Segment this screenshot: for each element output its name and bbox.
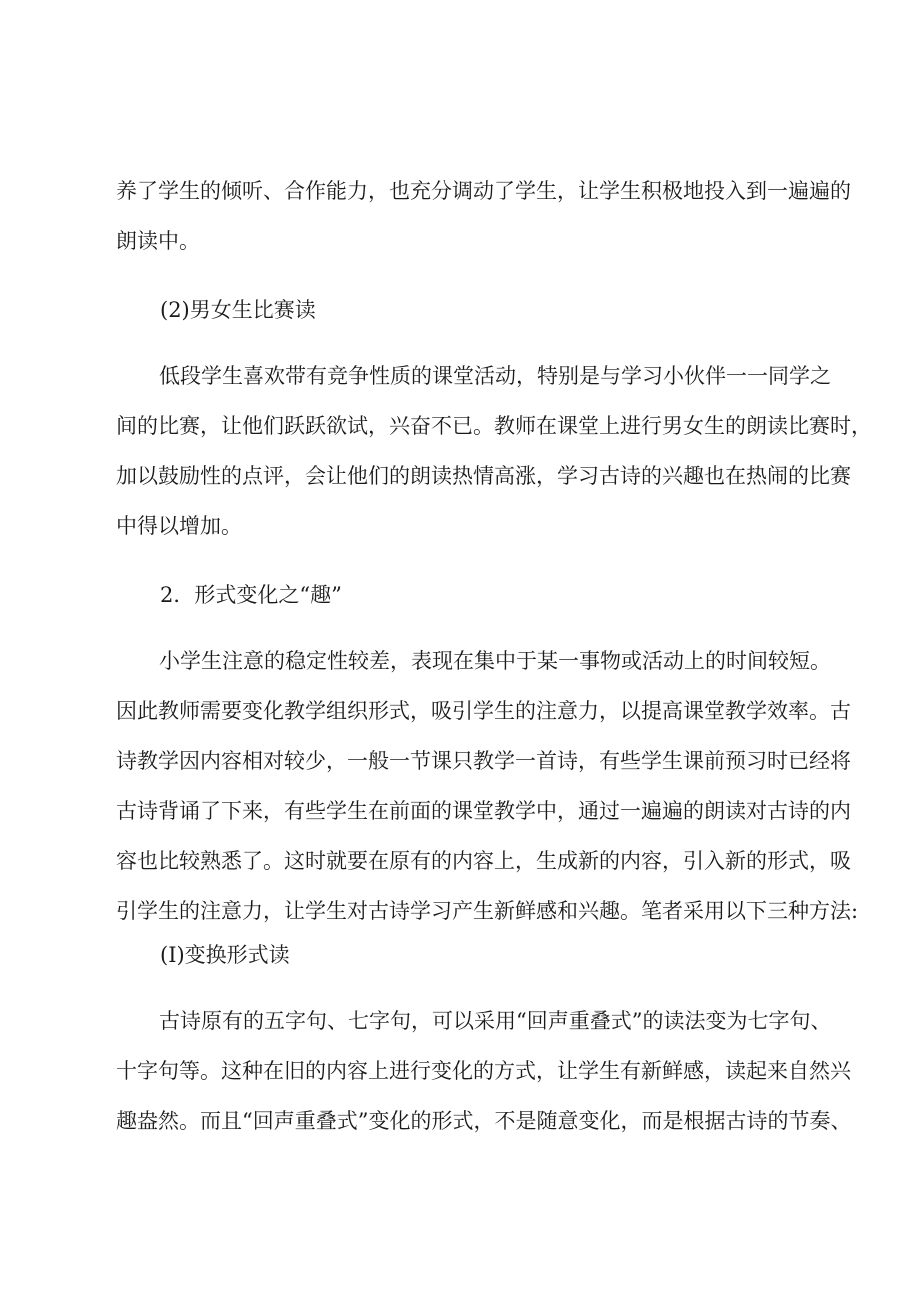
paragraph-line: 小学生注意的稳定性较差，表现在集中于某一事物或活动上的时间较短。 xyxy=(159,649,831,673)
paragraph-line: 引学生的注意力，让学生对古诗学习产生新鲜感和兴趣。笔者采用以下三种方法: xyxy=(116,899,859,923)
paragraph-line: 容也比较熟悉了。这时就要在原有的内容上，生成新的内容，引入新的形式，吸 xyxy=(116,849,851,873)
paragraph-line: 间的比赛，让他们跃跃欲试，兴奋不已。教师在课堂上进行男女生的朗读比赛时， xyxy=(116,414,872,438)
paragraph-line: 十字句等。这种在旧的内容上进行变化的方式，让学生有新鲜感，读起来自然兴 xyxy=(116,1059,851,1083)
section-heading: 2．形式变化之“趣” xyxy=(160,583,342,607)
section-heading: (I)变换形式读 xyxy=(160,943,290,967)
paragraph-line: 加以鼓励性的点评，会让他们的朗读热情高涨，学习古诗的兴趣也在热闹的比赛 xyxy=(116,464,851,488)
paragraph-line: 诗教学因内容相对较少，一般一节课只教学一首诗，有些学生课前预习时已经将 xyxy=(116,749,851,773)
paragraph-line: 古诗背诵了下来，有些学生在前面的课堂教学中，通过一遍遍的朗读对古诗的内 xyxy=(116,799,851,823)
paragraph-line: 中得以增加。 xyxy=(116,514,242,538)
paragraph-line: 养了学生的倾听、合作能力，也充分调动了学生，让学生积极地投入到一遍遍的 xyxy=(116,179,851,203)
section-heading: (2)男女生比赛读 xyxy=(160,298,316,322)
paragraph-line: 因此教师需要变化教学组织形式，吸引学生的注意力，以提高课堂教学效率。古 xyxy=(116,699,851,723)
paragraph-line: 古诗原有的五字句、七字句，可以采用“回声重叠式”的读法变为七字句、 xyxy=(159,1009,832,1033)
paragraph-line: 朗读中。 xyxy=(116,229,200,253)
paragraph-line: 趣盎然。而且“回声重叠式”变化的形式，不是随意变化，而是根据古诗的节奏、 xyxy=(116,1109,852,1133)
paragraph-line: 低段学生喜欢带有竞争性质的课堂活动，特别是与学习小伙伴一一同学之 xyxy=(159,364,831,388)
